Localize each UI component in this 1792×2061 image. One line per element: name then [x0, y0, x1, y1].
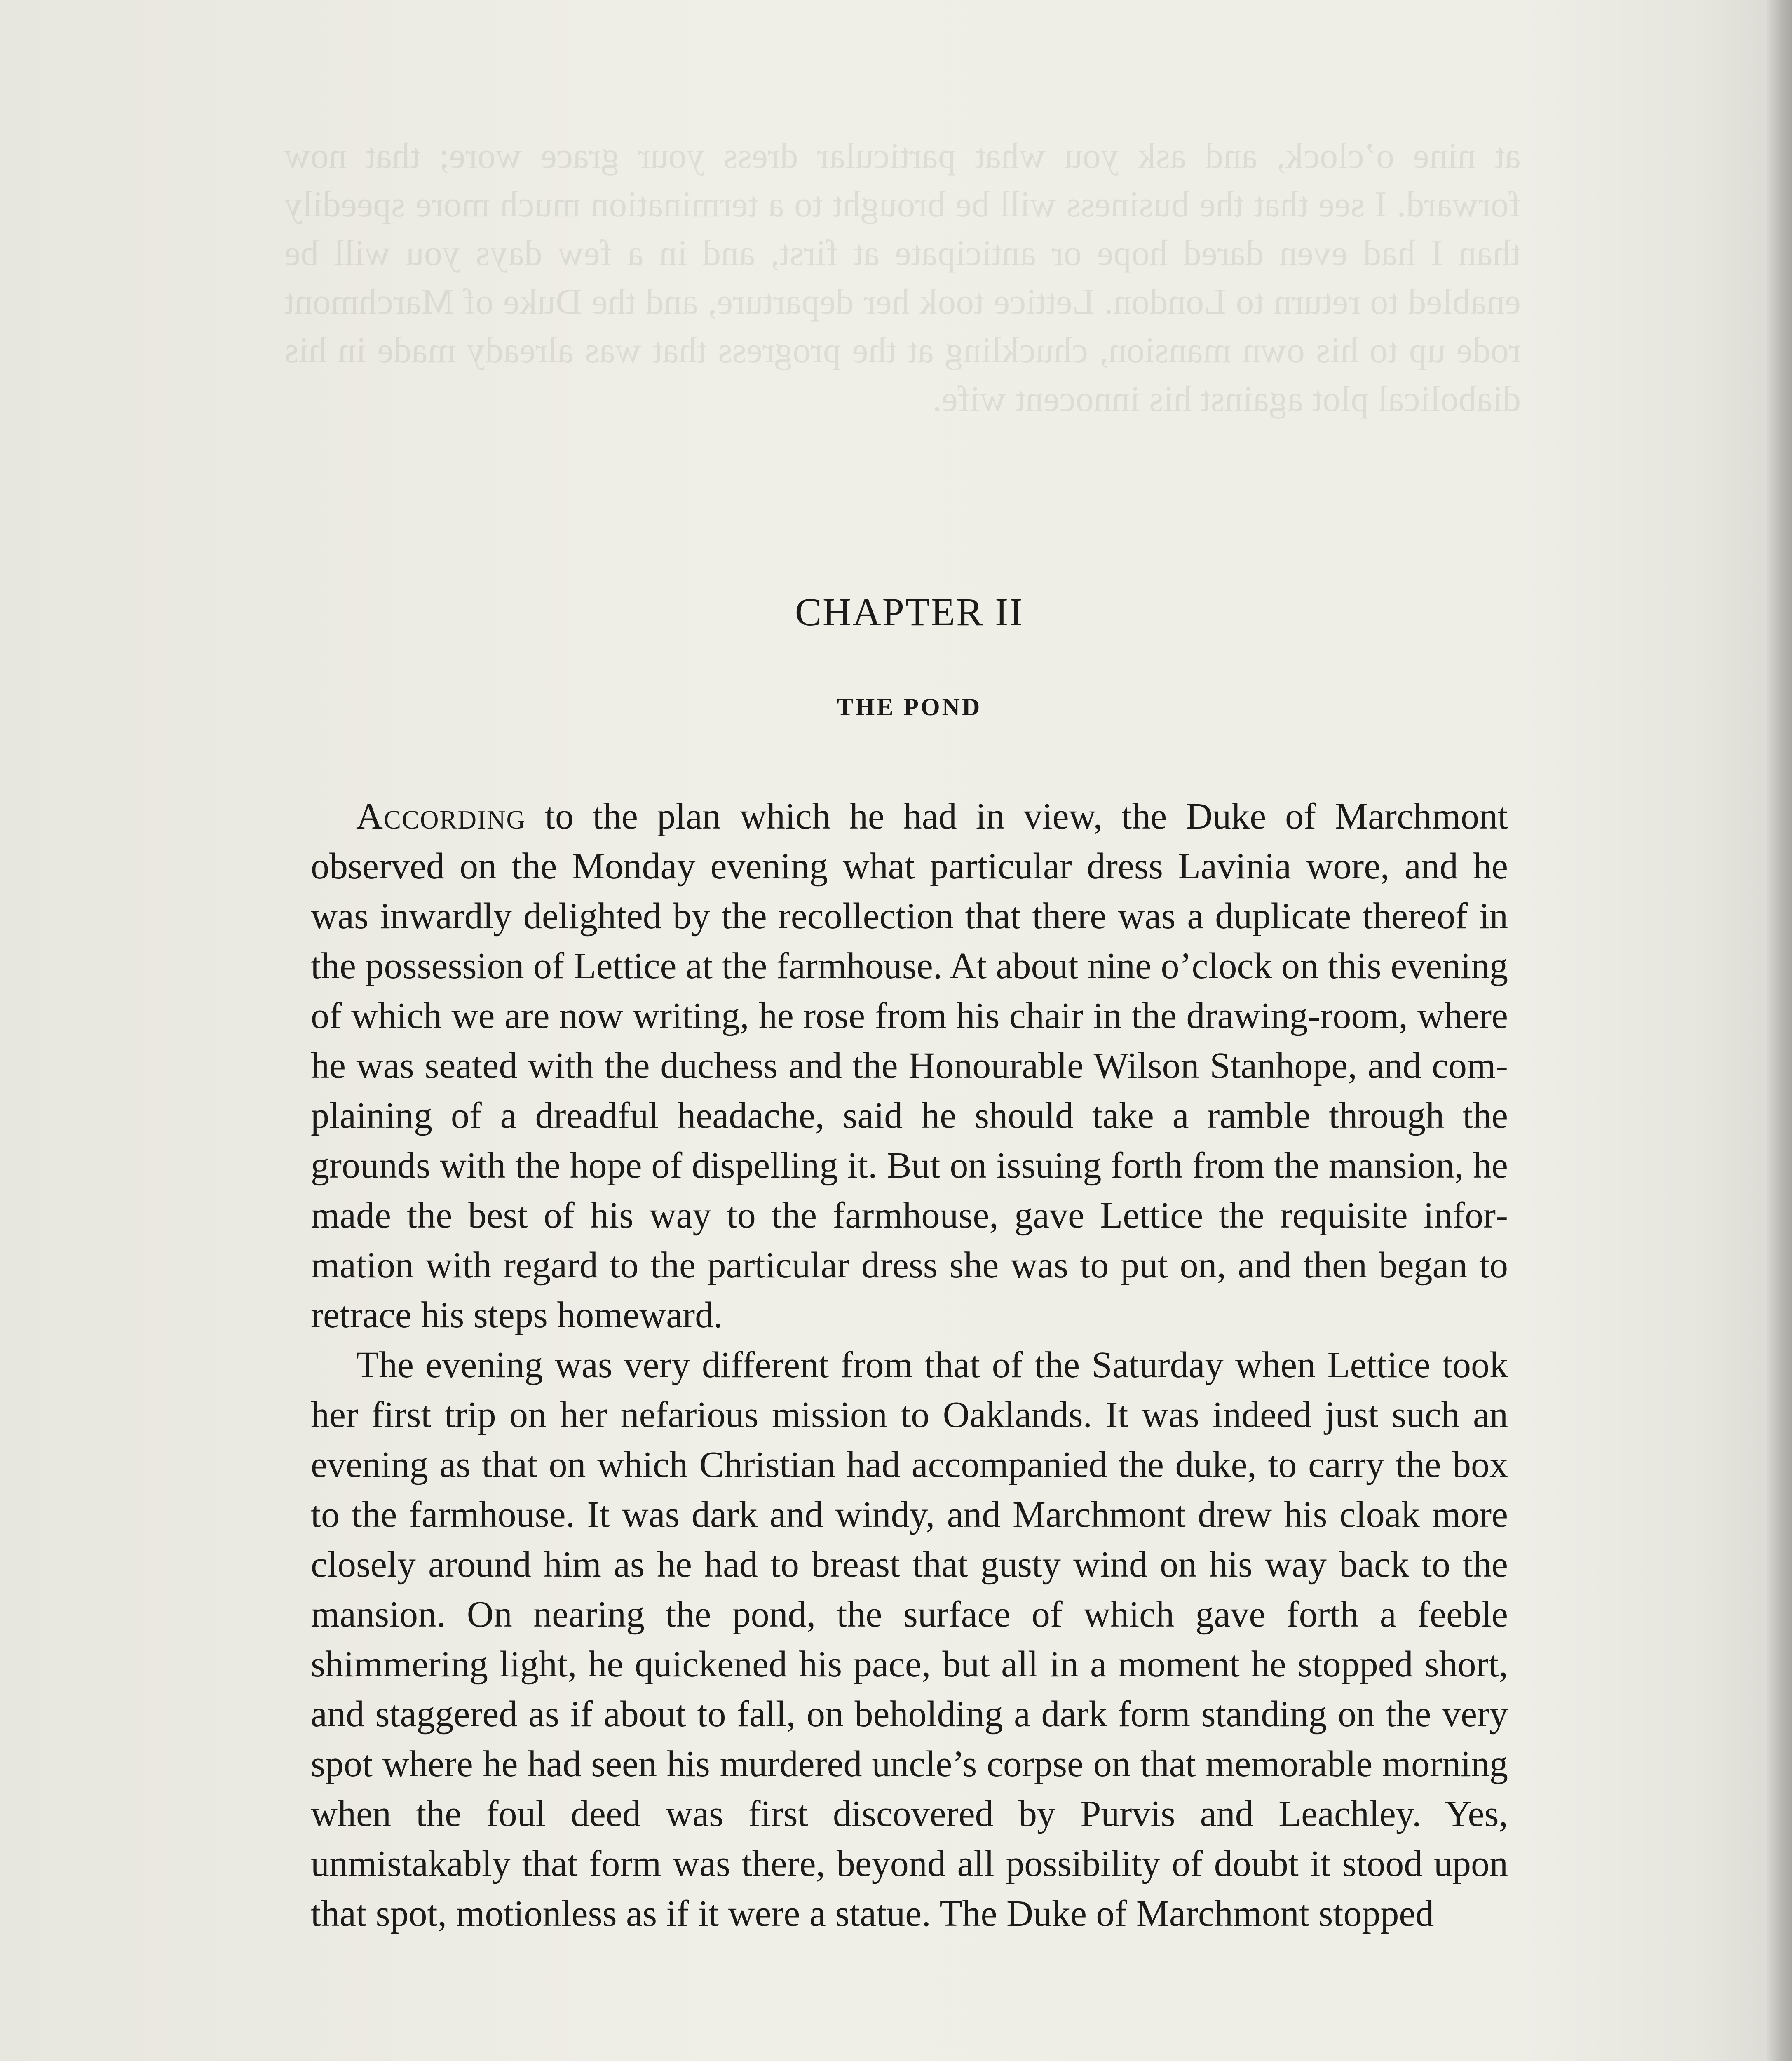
paragraph-text: to the plan which he had in view, the Duke of Marchmont observed on the Monday evening what particular dress Lavinia wore, and he was inwardly delighted by the recollection that there was a duplicate thereof in the possession of Lettice at the farmhouse. At about nine o’clock on this evening of which we are now writing, he rose from his chair in the drawing-room, where he was seated with the duchess and the Honourable Wilson Stanhope, and complaining of a dreadful headache, said he should take a ramble through the grounds with the hope of dispelling it. But on issuing forth from the mansion, he made the best of his way to the farmhouse, gave Lettice the requisite information with regard to the particular dress she was to put on, and then began to retrace his steps homeward.	[311, 796, 1508, 1336]
paragraph-lead: According	[356, 796, 526, 837]
paragraph	[311, 1340, 1508, 1939]
paragraph	[311, 791, 1508, 1340]
paragraph-text: The evening was very different from that of the Saturday when Lettice took her first trip on her nefarious mission to Oaklands. It was indeed just such an evening as that on which Christian had accompanied the duke, to carry the box to the farmhouse. It was dark and windy, and Marchmont drew his cloak more closely around him as he had to breast that gusty wind on his way back to the mansion. On nearing the pond, the surface of which gave forth a feeble shimmering light, he quickened his pace, but all in a moment he stopped short, and staggered as if about to fall, on beholding a dark form standing on the very spot where he had seen his murdered uncle’s corpse on that memorable morning when the foul deed was first discovered by Purvis and Leachley. Yes, unmistakably that form was there, beyond all possibility of doubt it stood upon that spot, motionless as if it were a statue. The Duke of Marchmont stopped	[311, 1345, 1508, 1934]
bleed-through-text: at nine o’clock, and ask you what particular dress your grace wore; that now forward. I see that the business will be brought to a termination much more speedily than I had even dared hope or anticipate at first, and in a few days you will be enabled to return to London. Lettice took her departure, and the Duke of Marchmont rode up to his own mansion, chuckling at the progress that was already made in his diabolical plot against his innocent wife.	[284, 136, 1521, 419]
page-edge-shadow	[1767, 0, 1792, 2061]
text-block	[311, 589, 1508, 1939]
chapter-title: CHAPTER II	[795, 590, 1024, 634]
chapter-subtitle: THE POND	[837, 693, 982, 721]
